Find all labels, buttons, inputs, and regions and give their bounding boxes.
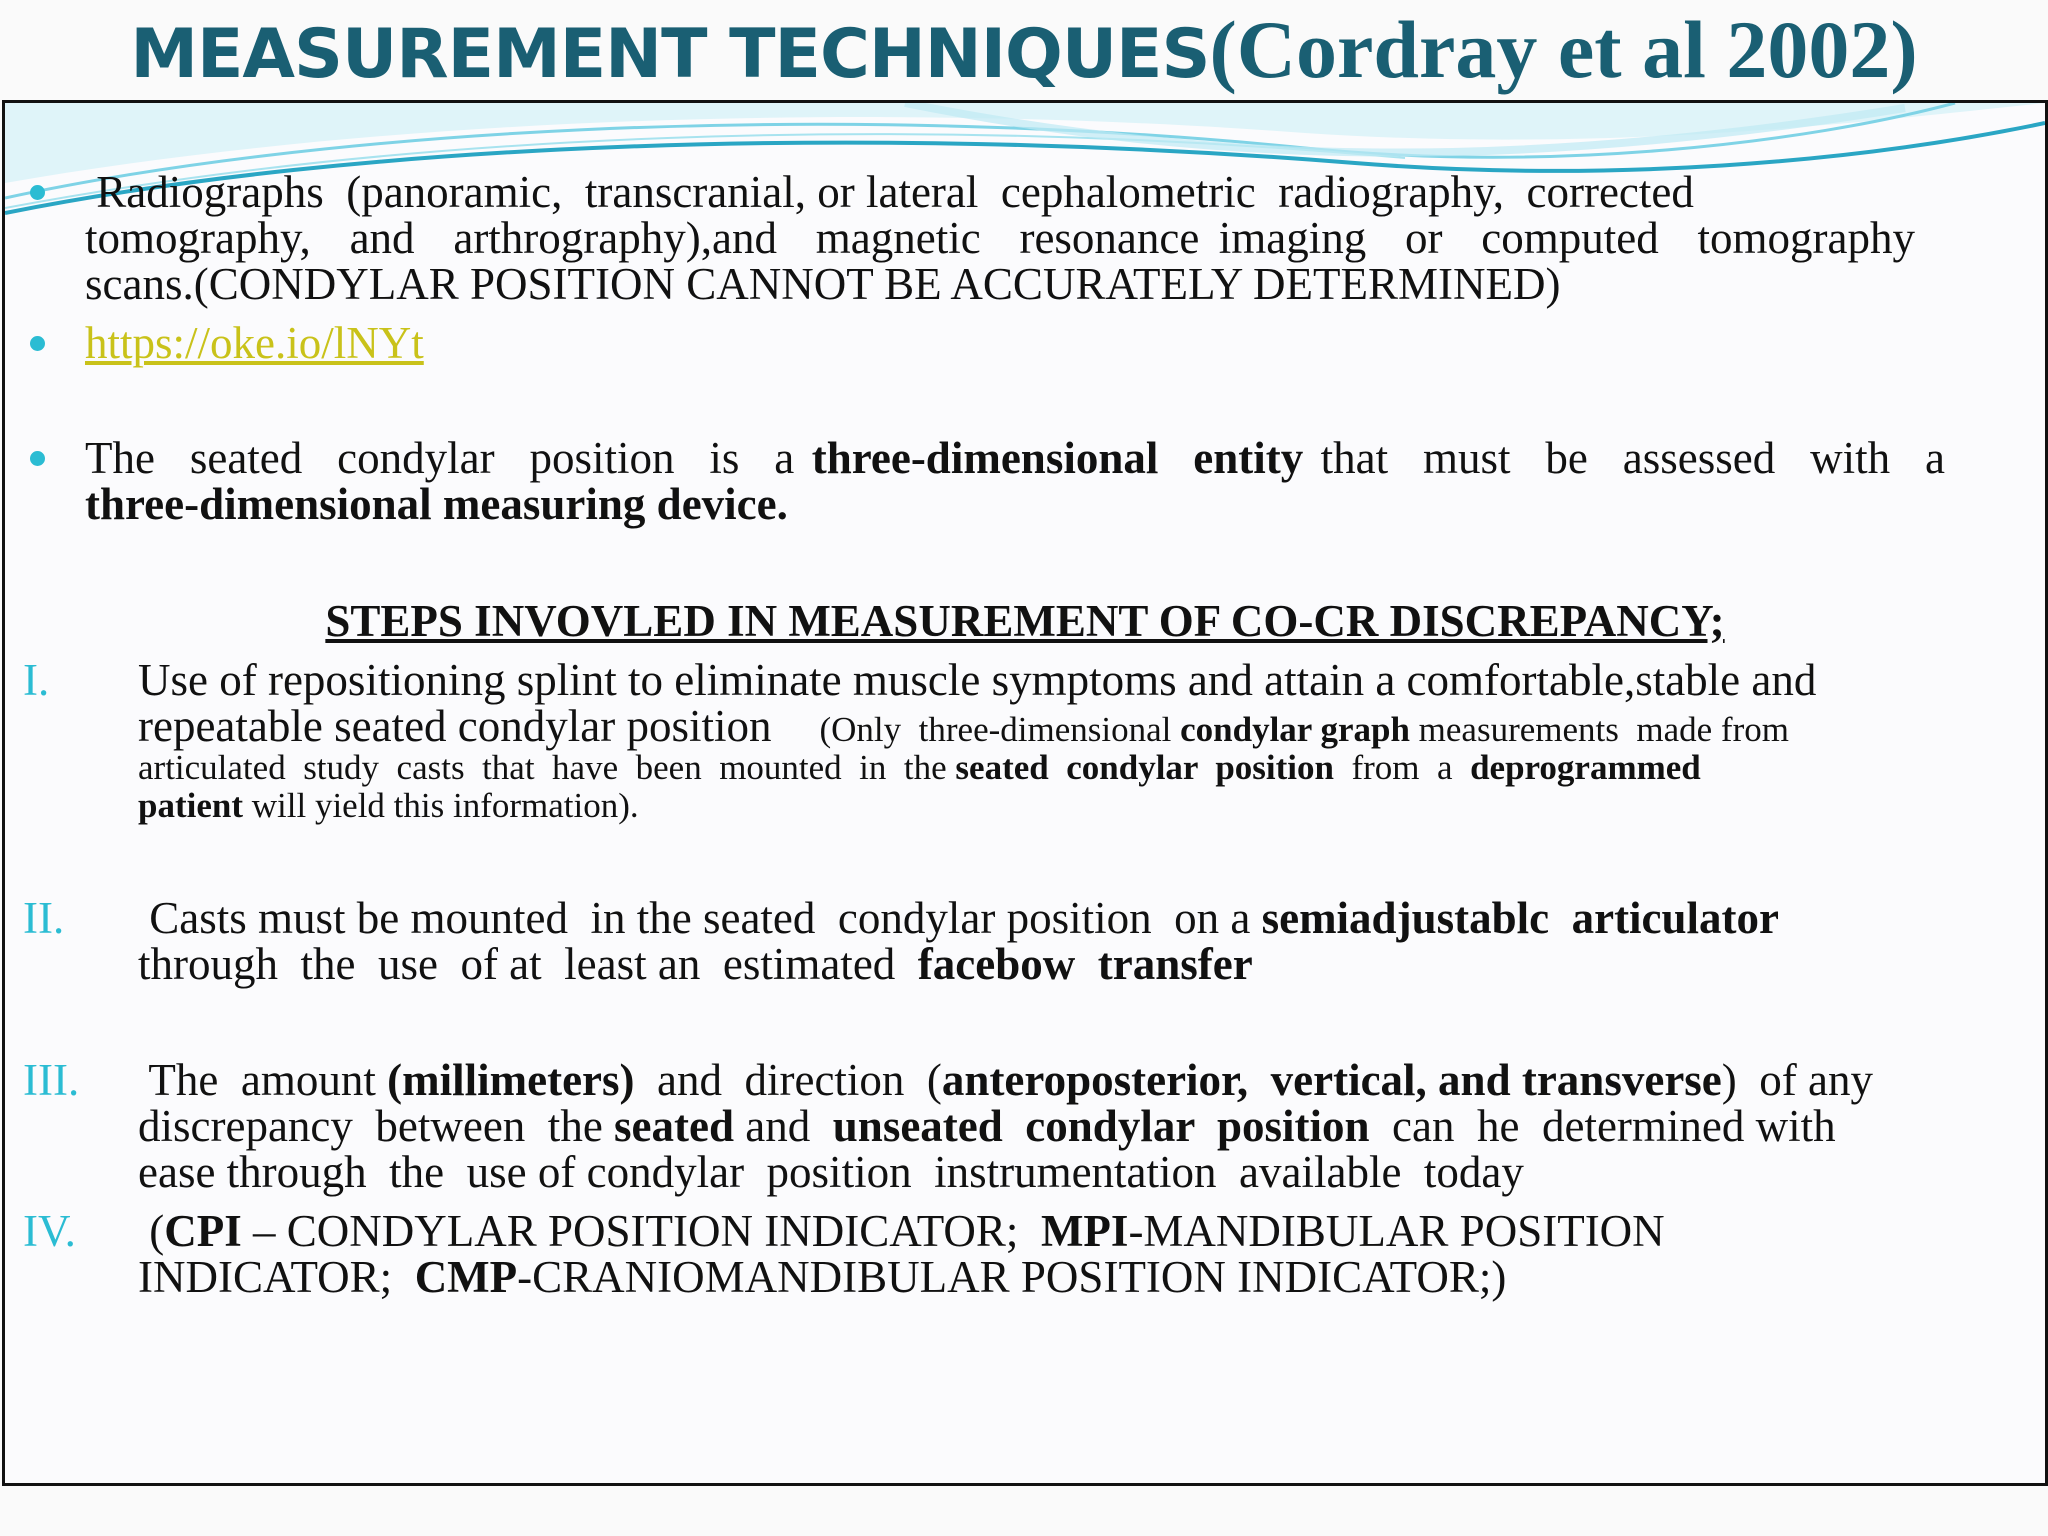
- text-run: (: [138, 1206, 165, 1256]
- bold-run: unseated condylar position: [832, 1101, 1370, 1151]
- bold-run: CMP: [414, 1252, 518, 1302]
- numeral-i: I.: [23, 655, 50, 705]
- text-run: discrepancy between the: [138, 1101, 615, 1151]
- bold-run: seated condylar position: [955, 748, 1334, 787]
- bold-run: three-dimensional measuring device.: [85, 479, 788, 529]
- bold-run: patient: [138, 786, 243, 825]
- slide-title: [0, 0, 2048, 100]
- text-run: can he determined with: [1369, 1101, 1836, 1151]
- text-run: ) of any: [1721, 1055, 1873, 1105]
- bold-run: (millimeters): [387, 1055, 635, 1105]
- text-run: through the use of at least an estimated: [138, 939, 918, 989]
- numeral-iv: IV.: [23, 1206, 76, 1256]
- bold-run: three-dimensional entity: [811, 433, 1304, 483]
- bold-run: MPI: [1040, 1206, 1129, 1256]
- bold-run: seated: [614, 1101, 735, 1151]
- bold-run: deprogrammed: [1470, 748, 1701, 787]
- text-run: and direction (: [634, 1055, 942, 1105]
- bold-run: CPI: [164, 1206, 242, 1256]
- bullet-dot: [30, 336, 45, 351]
- numeral-iii: III.: [23, 1055, 80, 1105]
- text-run: Casts must be mounted in the seated condylar position on a: [138, 893, 1262, 943]
- bullet-dot: [30, 451, 45, 466]
- bold-run: condylar graph: [1180, 710, 1410, 749]
- step-iv: [138, 1208, 1988, 1300]
- step-iii: [138, 1057, 2008, 1195]
- text-run: (Only three-dimensional: [819, 710, 1181, 749]
- text-line: [85, 435, 1945, 481]
- text-run: that must be assessed with a: [1303, 433, 1946, 483]
- text-run: measurements made from: [1409, 710, 1789, 749]
- text-line: tomography, and arthrography),and magnetic resonance imaging or computed tomography: [85, 213, 1915, 263]
- text-line: [138, 749, 1988, 787]
- text-line: [138, 787, 1988, 825]
- bold-run: anteroposterior, vertical, and transverse: [941, 1055, 1722, 1105]
- title-main: MEASUREMENT TECHNIQUES: [130, 15, 1210, 94]
- text-line: Radiographs (panoramic, transcranial, or lateral cephalometric radiography, corrected: [85, 167, 1694, 217]
- bullet-link: [85, 320, 424, 366]
- reference-link[interactable]: https://oke.io/lNYt: [85, 318, 424, 368]
- numeral-ii: II.: [23, 893, 65, 943]
- text-run: The amount: [138, 1055, 388, 1105]
- text-line: [138, 1103, 2008, 1149]
- text-run: and: [734, 1101, 833, 1151]
- text-run: articulated study casts that have been mounted in the: [138, 748, 956, 787]
- bold-run: semiadjustablc articulator: [1261, 893, 1780, 943]
- content-frame: [2, 100, 2048, 1486]
- text-run: The seated condylar position is a: [85, 433, 812, 483]
- text-line: [138, 1057, 2008, 1103]
- text-run: – CONDYLAR POSITION INDICATOR;: [241, 1206, 1041, 1256]
- bold-run: facebow transfer: [917, 939, 1253, 989]
- text-run: -CRANIOMANDIBULAR POSITION INDICATOR;): [517, 1252, 1507, 1302]
- text-line: ease through the use of condylar position instrumentation available today: [138, 1147, 1524, 1197]
- text-line: scans.(CONDYLAR POSITION CANNOT BE ACCURATELY DETERMINED): [85, 259, 1561, 309]
- bullet-seated-position: [85, 435, 1945, 527]
- text-run: -MANDIBULAR POSITION: [1128, 1206, 1665, 1256]
- text-line: [138, 895, 1988, 941]
- text-line: [85, 481, 1945, 527]
- bullet-radiographs: [85, 169, 1915, 307]
- text-line: [138, 1254, 1988, 1300]
- text-line: [138, 703, 1988, 749]
- text-run: repeatable seated condylar position: [138, 701, 772, 751]
- title-citation: (Cordray et al 2002): [1209, 4, 1918, 95]
- step-ii: [138, 895, 1988, 987]
- text-line: [138, 941, 1988, 987]
- text-run: INDICATOR;: [138, 1252, 415, 1302]
- text-run: will yield this information).: [243, 786, 639, 825]
- step-i: [138, 657, 1988, 825]
- text-run: from a: [1333, 748, 1471, 787]
- text-line: [138, 1208, 1988, 1254]
- steps-heading: STEPS INVOVLED IN MEASUREMENT OF CO-CR DISCREPANCY;: [325, 596, 1725, 646]
- text-line: Use of repositioning splint to eliminate muscle symptoms and attain a comfortable,stable and: [138, 655, 1817, 705]
- bullet-dot: [30, 185, 45, 200]
